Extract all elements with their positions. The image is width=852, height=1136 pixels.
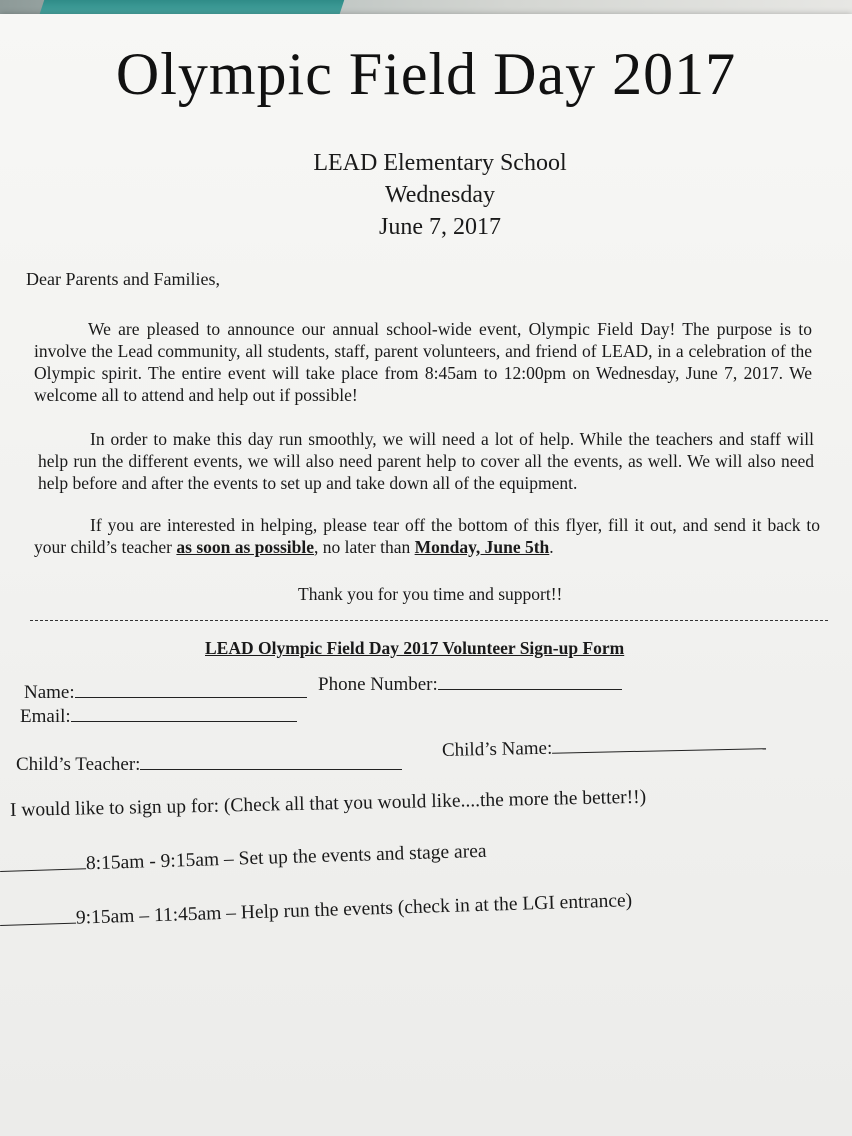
tear-off-line bbox=[30, 620, 828, 621]
teacher-label: Child’s Teacher: bbox=[16, 754, 141, 775]
event-day: Wednesday bbox=[384, 182, 496, 208]
paragraph-instructions bbox=[34, 514, 820, 558]
form-title: LEAD Olympic Field Day 2017 Volunteer Sign-up Form bbox=[205, 638, 625, 658]
name-blank[interactable] bbox=[75, 696, 307, 698]
email-label: Email: bbox=[20, 706, 71, 727]
paragraph-announcement: We are pleased to announce our annual school-wide event, Olympic Field Day! The purpose is to involve the Lead community, all students, staff, parent volunteers, and friend of LEAD, in a celebration of the Olympic spirit. The entire event will take place from 8:45am to 12:00pm on Wednesday, June 7, 2017. We welcome all to attend and help out if possible! bbox=[34, 319, 812, 405]
instructions-text: If you are interested in helping, please tear off the bottom of this flyer, fill it out, and send it back to your child’s teacher bbox=[34, 515, 820, 557]
school-name: LEAD Elementary School bbox=[313, 150, 567, 176]
instructions-text-mid: , no later than bbox=[314, 537, 415, 557]
option-setup-label: 8:15am - 9:15am – Set up the events and stage area bbox=[85, 840, 487, 875]
paragraph-help-needed: In order to make this day run smoothly, we will need a lot of help. While the teachers and staff will help run the different events, we will also need parent help to cover all the events, as well. We will also need help before and after the events to set up and take down all of the equipment. bbox=[38, 429, 814, 493]
name-label: Name: bbox=[24, 682, 75, 703]
phone-blank[interactable] bbox=[438, 688, 622, 690]
phone-field[interactable] bbox=[318, 674, 622, 696]
teacher-blank[interactable] bbox=[140, 768, 402, 770]
email-blank[interactable] bbox=[71, 720, 297, 722]
child-name-field[interactable] bbox=[442, 733, 767, 762]
name-field[interactable] bbox=[24, 682, 307, 704]
option-run-label: 9:15am – 11:45am – Help run the events (check in at the LGI entrance) bbox=[75, 890, 633, 929]
salutation: Dear Parents and Families, bbox=[26, 269, 220, 289]
phone-label: Phone Number: bbox=[318, 674, 438, 695]
thank-you-note: Thank you for you time and support!! bbox=[298, 584, 563, 604]
signup-prompt: I would like to sign up for: (Check all that you would like....the more the better!!) bbox=[9, 786, 647, 821]
teacher-field[interactable] bbox=[16, 754, 402, 776]
flyer-paper bbox=[0, 14, 852, 1136]
deadline-emphasis-2: Monday, June 5th bbox=[414, 537, 550, 557]
signup-option-setup[interactable] bbox=[0, 841, 487, 878]
signup-option-run-events[interactable] bbox=[0, 890, 633, 932]
email-field[interactable] bbox=[20, 706, 297, 728]
flyer-title: Olympic Field Day 2017 bbox=[115, 41, 737, 107]
option-run-checkbox-line[interactable] bbox=[0, 922, 76, 926]
child-name-blank[interactable] bbox=[552, 747, 766, 753]
instructions-text-end: . bbox=[549, 537, 554, 557]
child-name-label: Child’s Name: bbox=[441, 737, 553, 761]
option-setup-checkbox-line[interactable] bbox=[0, 867, 86, 872]
event-date: June 7, 2017 bbox=[379, 214, 501, 240]
deadline-emphasis-1: as soon as possible bbox=[176, 537, 315, 557]
